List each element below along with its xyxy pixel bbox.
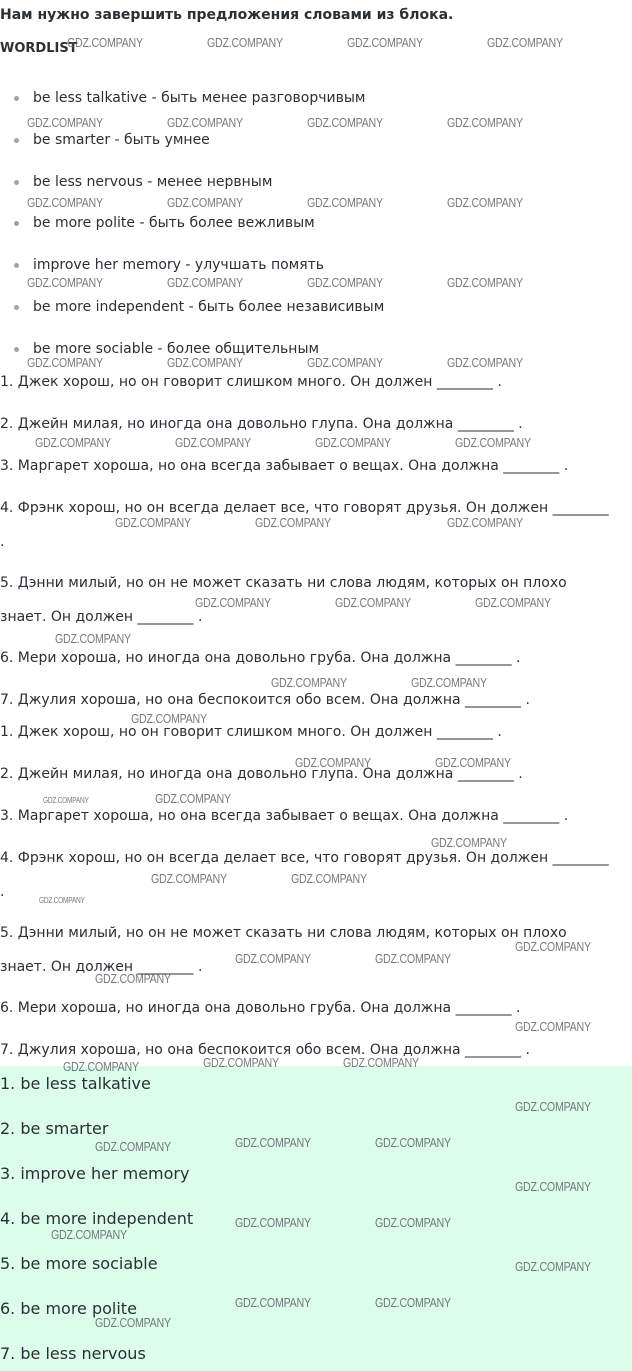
- exercise-sentence: 6. Мери хороша, но иногда она довольно груба. Она должна ________ .: [0, 1000, 521, 1016]
- answer-item: 2. be smarter: [0, 1119, 109, 1138]
- exercise-sentence: 4. Фрэнк хорош, но он всегда делает все, что говорят друзья. Он должен ________ .: [0, 500, 609, 550]
- exercise-sentence: 2. Джейн милая, но иногда она довольно глупа. Она должна ________ .: [0, 766, 523, 782]
- watermark: GDZ.COMPANY: [167, 275, 243, 290]
- watermark: GDZ.COMPANY: [315, 435, 391, 450]
- watermark: GDZ.COMPANY: [375, 1295, 451, 1310]
- watermark: GDZ.COMPANY: [447, 195, 523, 210]
- watermark: GDZ.COMPANY: [435, 755, 511, 770]
- answer-item: 6. be more polite: [0, 1299, 137, 1318]
- watermark: GDZ.COMPANY: [347, 35, 423, 50]
- watermark: GDZ.COMPANY: [155, 791, 231, 806]
- watermark: GDZ.COMPANY: [95, 1315, 171, 1330]
- watermark: GDZ.COMPANY: [167, 195, 243, 210]
- watermark: GDZ.COMPANY: [343, 1055, 419, 1070]
- wordlist-item: be smarter - быть умнее: [14, 132, 210, 148]
- watermark: GDZ.COMPANY: [375, 1135, 451, 1150]
- watermark: GDZ.COMPANY: [43, 796, 89, 805]
- bullet-icon: [14, 221, 19, 226]
- watermark: GDZ.COMPANY: [55, 631, 131, 646]
- watermark: GDZ.COMPANY: [195, 595, 271, 610]
- answer-item: 4. be more independent: [0, 1209, 194, 1228]
- watermark: GDZ.COMPANY: [515, 939, 591, 954]
- exercise-sentence: 7. Джулия хороша, но она беспокоится обо всем. Она должна ________ .: [0, 1042, 530, 1058]
- watermark: GDZ.COMPANY: [67, 35, 143, 50]
- watermark: GDZ.COMPANY: [447, 515, 523, 530]
- watermark: GDZ.COMPANY: [515, 1099, 591, 1114]
- watermark: GDZ.COMPANY: [455, 435, 531, 450]
- watermark: GDZ.COMPANY: [411, 675, 487, 690]
- wordlist-item: improve her memory - улучшать помять: [14, 257, 324, 273]
- watermark: GDZ.COMPANY: [175, 435, 251, 450]
- watermark: GDZ.COMPANY: [431, 835, 507, 850]
- answer-item: 3. improve her memory: [0, 1164, 190, 1183]
- watermark: GDZ.COMPANY: [63, 1059, 139, 1074]
- watermark: GDZ.COMPANY: [27, 355, 103, 370]
- wordlist-item: be more polite - быть более вежливым: [14, 215, 315, 231]
- watermark: GDZ.COMPANY: [515, 1259, 591, 1274]
- bullet-icon: [14, 305, 19, 310]
- exercise-sentence: 3. Маргарет хороша, но она всегда забывает о вещах. Она должна ________ .: [0, 808, 569, 824]
- exercise-sentence: 2. Джейн милая, но иногда она довольно глупа. Она должна ________ .: [0, 416, 523, 432]
- watermark: GDZ.COMPANY: [447, 115, 523, 130]
- watermark: GDZ.COMPANY: [35, 435, 111, 450]
- watermark: GDZ.COMPANY: [115, 515, 191, 530]
- watermark: GDZ.COMPANY: [167, 355, 243, 370]
- watermark: GDZ.COMPANY: [447, 275, 523, 290]
- watermark: GDZ.COMPANY: [307, 195, 383, 210]
- answer-item: 1. be less talkative: [0, 1074, 151, 1093]
- watermark: GDZ.COMPANY: [375, 951, 451, 966]
- watermark: GDZ.COMPANY: [235, 1135, 311, 1150]
- task-instruction: Нам нужно завершить предложения словами из блока.: [0, 7, 454, 23]
- watermark: GDZ.COMPANY: [39, 896, 85, 905]
- wordlist-item: be less talkative - быть менее разговорчивым: [14, 90, 365, 106]
- watermark: GDZ.COMPANY: [167, 115, 243, 130]
- watermark: GDZ.COMPANY: [95, 1139, 171, 1154]
- watermark: GDZ.COMPANY: [307, 115, 383, 130]
- watermark: GDZ.COMPANY: [131, 711, 207, 726]
- watermark: GDZ.COMPANY: [207, 35, 283, 50]
- watermark: GDZ.COMPANY: [95, 971, 171, 986]
- watermark: GDZ.COMPANY: [307, 275, 383, 290]
- watermark: GDZ.COMPANY: [447, 355, 523, 370]
- exercise-sentence: 7. Джулия хороша, но она беспокоится обо всем. Она должна ________ .: [0, 692, 530, 708]
- answer-item: 7. be less nervous: [0, 1344, 146, 1363]
- watermark: GDZ.COMPANY: [375, 1215, 451, 1230]
- watermark: GDZ.COMPANY: [51, 1227, 127, 1242]
- answer-item: 5. be more sociable: [0, 1254, 158, 1273]
- exercise-sentence: 4. Фрэнк хорош, но он всегда делает все, что говорят друзья. Он должен ________ .: [0, 850, 609, 900]
- wordlist-title: WORDLIST: [0, 41, 78, 56]
- bullet-icon: [14, 96, 19, 101]
- exercise-sentence: 1. Джек хорош, но он говорит слишком много. Он должен ________ .: [0, 374, 502, 390]
- watermark: GDZ.COMPANY: [27, 275, 103, 290]
- bullet-icon: [14, 347, 19, 352]
- watermark: GDZ.COMPANY: [335, 595, 411, 610]
- watermark: GDZ.COMPANY: [487, 35, 563, 50]
- exercise-sentence: 5. Дэнни милый, но он не может сказать ни слова людям, которых он плохо знает. Он должен ________ .: [0, 575, 567, 625]
- wordlist-item: be more independent - быть более независивым: [14, 299, 384, 315]
- wordlist-item: be less nervous - менее нервным: [14, 174, 272, 190]
- watermark: GDZ.COMPANY: [235, 1295, 311, 1310]
- exercise-sentence: 1. Джек хорош, но он говорит слишком много. Он должен ________ .: [0, 724, 502, 740]
- wordlist-item: be more sociable - более общительным: [14, 341, 319, 357]
- answers-panel: [0, 1066, 632, 1371]
- bullet-icon: [14, 180, 19, 185]
- exercise-sentence: 3. Маргарет хороша, но она всегда забывает о вещах. Она должна ________ .: [0, 458, 569, 474]
- watermark: GDZ.COMPANY: [203, 1055, 279, 1070]
- watermark: GDZ.COMPANY: [235, 951, 311, 966]
- watermark: GDZ.COMPANY: [27, 115, 103, 130]
- watermark: GDZ.COMPANY: [295, 755, 371, 770]
- bullet-icon: [14, 138, 19, 143]
- exercise-sentence: 6. Мери хороша, но иногда она довольно груба. Она должна ________ .: [0, 650, 521, 666]
- watermark: GDZ.COMPANY: [255, 515, 331, 530]
- watermark: GDZ.COMPANY: [515, 1019, 591, 1034]
- exercise-sentence: 5. Дэнни милый, но он не может сказать ни слова людям, которых он плохо знает. Он должен ________ .: [0, 925, 567, 975]
- watermark: GDZ.COMPANY: [307, 355, 383, 370]
- watermark: GDZ.COMPANY: [271, 675, 347, 690]
- watermark: GDZ.COMPANY: [27, 195, 103, 210]
- bullet-icon: [14, 263, 19, 268]
- watermark: GDZ.COMPANY: [515, 1179, 591, 1194]
- watermark: GDZ.COMPANY: [291, 871, 367, 886]
- watermark: GDZ.COMPANY: [151, 871, 227, 886]
- watermark: GDZ.COMPANY: [475, 595, 551, 610]
- watermark: GDZ.COMPANY: [235, 1215, 311, 1230]
